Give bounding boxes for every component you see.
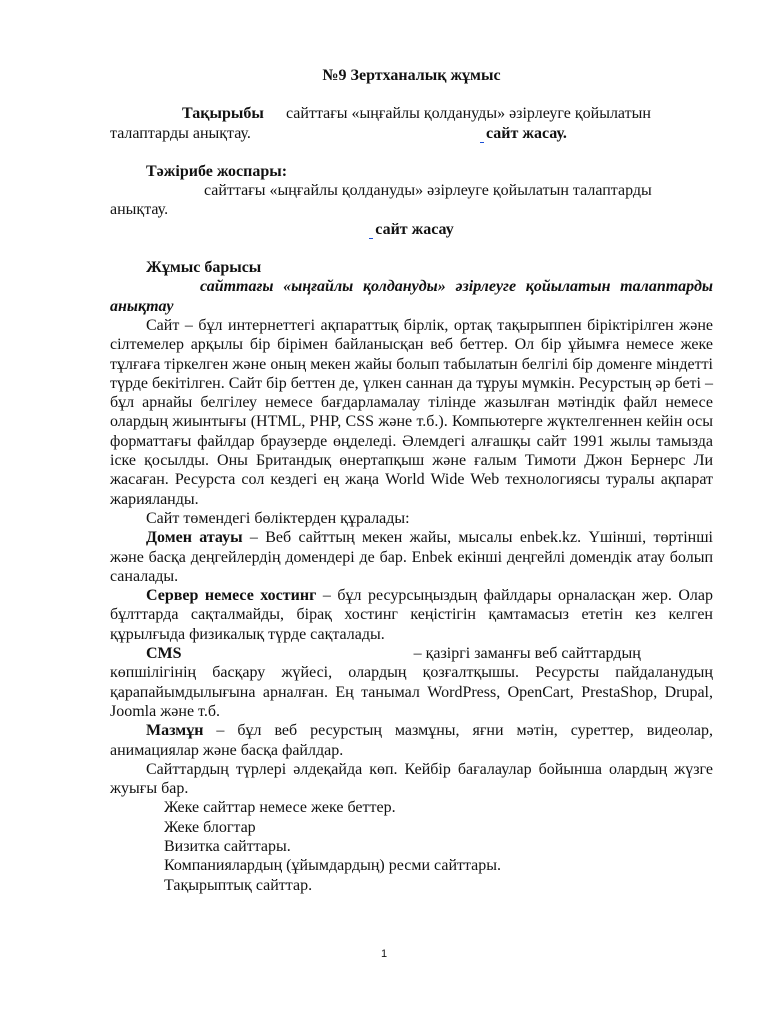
plan-tail: сайт жасау (375, 220, 454, 238)
content-text: – бұл веб ресурстың мазмұны, яғни мәтін, суреттер, видеолар, анимациялар және басқа файлдар. (110, 722, 713, 759)
topic-tail: сайт жасау. (486, 124, 567, 142)
progress-heading: Жұмыс барысы (146, 259, 262, 277)
types-paragraph: Сайттардың түрлері әлдеқайда көп. Кейбір бағалаулар бойынша олардың жүзге жуығы бар. (110, 760, 713, 798)
link-marker-icon (480, 128, 484, 143)
topic-label: Тақырыбы (182, 105, 264, 123)
list-item: Визитка сайттары. (164, 837, 291, 855)
content-paragraph (110, 721, 713, 760)
cms-paragraph (110, 644, 713, 663)
cms-text1: – қазіргі заманғы веб сайттардың (413, 645, 641, 663)
cms-term: CMS (146, 645, 182, 663)
topic-line1: сайттағы «ыңғайлы қолдануды» әзірлеуге қойылатын (286, 105, 651, 123)
list-item: Тақырыптық сайттар. (164, 876, 313, 894)
site-types-list (110, 798, 713, 894)
parts-intro: Сайт төмендегі бөліктерден құралады: (146, 509, 410, 527)
document-body (110, 66, 713, 895)
plan-heading: Тәжірибе жоспары: (146, 162, 288, 180)
cms-paragraph-cont: көпшілігінің басқару жүйесі, олардың қозғалтқышы. Ресурсты пайдаланудың қарапайымдылығына арналған. Ең танымал WordPress, OpenCart, PrestaShop, Drupal, Joomla және т.б. (110, 664, 713, 720)
plan-line2: анықтау. (110, 201, 169, 219)
page-title: №9 Зертханалық жұмыс (322, 67, 501, 84)
list-item: Жеке блогтар (164, 818, 256, 836)
server-term: Сервер немесе хостинг (146, 587, 317, 605)
list-item: Компаниялардың (ұйымдардың) ресми сайттары. (164, 857, 502, 875)
plan-line1: сайттағы «ыңғайлы қолдануды» әзірлеуге қойылатын талаптарды (204, 182, 652, 200)
plan-tail-line (110, 220, 713, 239)
topic-line2: талаптарды анықтау. (110, 124, 251, 142)
topic-paragraph-cont (110, 124, 713, 143)
server-paragraph (110, 586, 713, 644)
domain-paragraph (110, 528, 713, 586)
link-marker-icon (369, 224, 373, 239)
page-number: 1 (380, 948, 388, 960)
server-text: – бұл ресурсыңыздың файлдары орналасқан жер. Олар бұлттарда сақталмайды, бірақ хостинг кеңістігін қамтамасыз ететін кез келген құрылғыда физикалық түрде сақталады. (110, 587, 714, 643)
domain-text: – Веб сайттың мекен жайы, мысалы enbek.kz. Үшінші, төртінші және басқа деңгейлердің домендері де бар. Enbek екінші деңгейлі домендік атау болып саналады. (110, 529, 713, 585)
topic-paragraph (110, 104, 713, 123)
intro-paragraph: Сайт – бұл интернеттегі ақпараттық бірлік, ортақ тақырыппен біріктірілген және сілтемелер арқылы бір бірімен байланысқан веб беттер. Ол бір ұйымға немесе жеке тұлғаға тіркелген және оның мекен жайы болып табылатын белгілі бір доменге міндетті түрде бекітілген. Сайт бір беттен де, үлкен саннан да тұруы мүмкін. Ресурстың әр беті – бұл арнайы белгілеу немесе бағдарламалау тілінде жазылған мәтіндік файл немесе олардың жиынтығы (HTML, PHP, CSS және т.б.). Компьютерге жүктелгеннен кейін осы форматтағы файлдар браузерде өңделеді. Әлемдегі алғашқы сайт 1991 жылы тамызда іске қосылды. Оны Британдық өнертапқыш және ғалым Тимоти Джон Бернерс Ли жасаған. Ресурста сол кездегі ең жаңа World Wide Web технологиясы туралы ақпарат жарияланды. (110, 316, 713, 508)
content-term: Мазмұн (146, 722, 204, 740)
progress-subheading: сайттағы «ыңғайлы қолдануды» әзірлеуге қойылатын талаптарды анықтау (110, 278, 713, 315)
list-item: Жеке сайттар немесе жеке беттер. (164, 799, 396, 817)
domain-term: Домен атауы (146, 529, 243, 547)
